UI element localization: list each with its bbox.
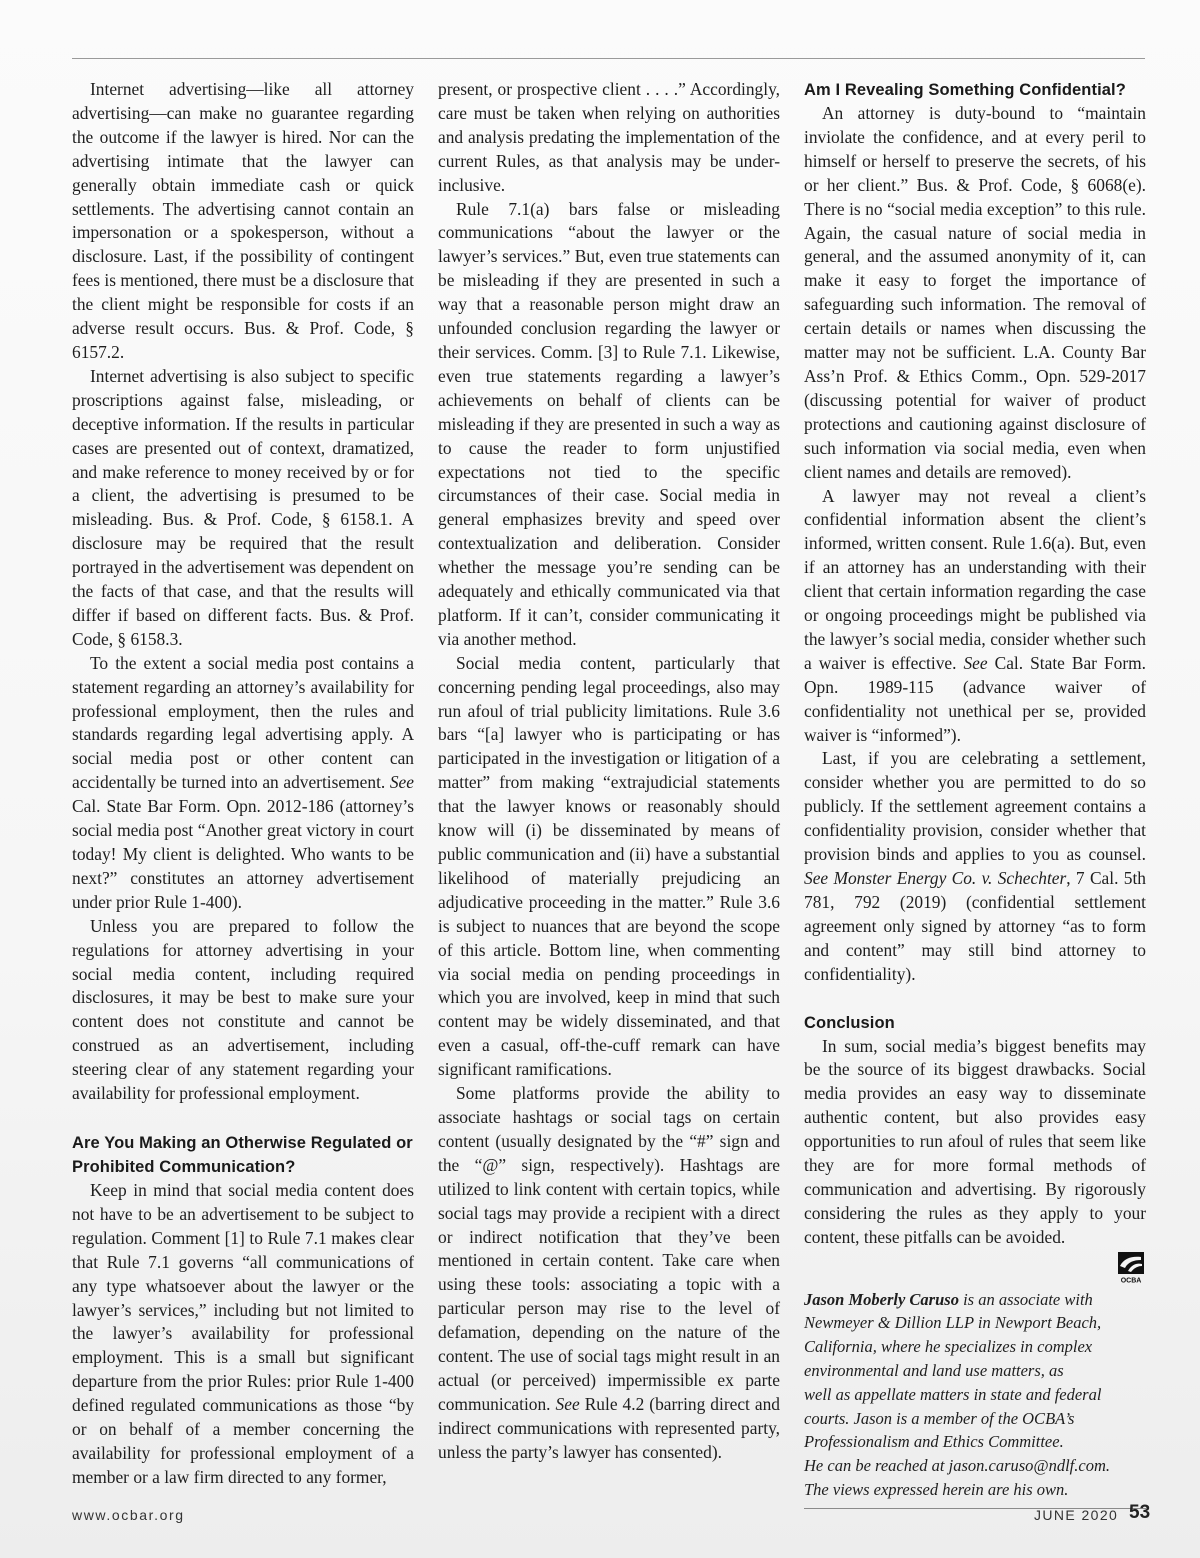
- case-citation: See Monster Energy Co. v. Schechter: [804, 868, 1067, 888]
- paragraph: Keep in mind that social media content does not have to be an advertisement to be subject to regulation. Comment [1] to Rule 7.1 makes clear that Rule 7.1 governs “all communications of any type whatsoever about the lawyer or the lawyer’s services,” including but not limited to the lawyer’s availability for professional employment. This is a small but significant departure from the prior Rules: prior Rule 1-400 defined regulated communications as those “by or on behalf of a member concerning the availability for professional employment of a member or a law firm directed to any former,: [72, 1179, 414, 1487]
- author-bio: Jason Moberly Caruso is an associate with Newmeyer & Dillion LLP in Newport Beach, California, where he specializes in complex environmental and land use matters, as well as appellate matters in state and federal courts. Jason is a member of the OCBA’s Professionalism and Ethics Committee. He can be reached at jason.caruso@ndlf.com. The views expressed herein are his own.: [804, 1288, 1146, 1502]
- citation-signal: See: [389, 772, 414, 793]
- citation-signal: See: [555, 1393, 580, 1414]
- ocba-logo-icon: [1114, 1252, 1146, 1284]
- paragraph: To the extent a social media post contains a statement regarding an attorney’s availability for professional employment, then the rules and standards regarding legal advertising apply. A social media post or other content can accidentally be turned into an advertisement. See Cal. State Bar Form. Opn. 2012-186 (attorney’s social media post “Another great victory in court today! My client is delighted. Who wants to be next?” constitutes an attorney advertisement under prior Rule 1-400).: [72, 652, 414, 912]
- paragraph: Last, if you are celebrating a settlement, consider whether you are permitted to do so publicly. If the settlement agreement contains a confidentiality provision, consider whether that provision binds and applies to you as counsel. See Monster Energy Co. v. Schechter, 7 Cal. 5th 781, 792 (2019) (confidential settlement agreement only signed by attorney “as to form and content” may still bind attorney to confidentiality).: [804, 748, 1146, 984]
- footer-date: JUNE 2020: [1034, 1507, 1119, 1523]
- page-number: 53: [1129, 1502, 1151, 1523]
- paragraph: Internet advertising is also subject to specific proscriptions against false, misleading, or deceptive information. If the results in particular cases are presented out of context, dramatized, and make reference to money received by or for a client, the advertising is presumed to be misleading. Bus. & Prof. Code, § 6158.1. A disclosure may be required that the result portrayed in the advertisement was dependent on the facts of that case, and that the results will differ if based on different facts. Bus. & Prof. Code, § 6158.3.: [72, 365, 414, 649]
- paragraph: Some platforms provide the ability to associate hashtags or social tags on certain content (usually designated by the “#” sign and the “@” sign, respectively). Hashtags are utilized to link content with certain topics, while social tags may provide a recipient with a direct or indirect notification that they’ve been mentioned in certain content. Take care when using these tools: associating a topic with a particular person may rise to the level of defamation, depending on the nature of the content. The use of social tags might result in an actual (or perceived) impermissible ex parte communication. See Rule 4.2 (barring direct and indirect communications with represented party, unless the party’s lawyer has consented).: [438, 1083, 780, 1462]
- paragraph: An attorney is duty-bound to “maintain inviolate the confidence, and at every peril to himself or herself to preserve the secrets, of his or her client.” Bus. & Prof. Code, § 6068(e). There is no “social media exception” to this rule. Again, the casual nature of social media in general, and the assumed anonymity of it, can make it easy to forget the importance of safeguarding such information. The removal of certain details or names when discussing the matter may not be sufficient. L.A. County Bar Ass’n Prof. & Ethics Comm., Opn. 529-2017 (discussing potential for waiver of product protections and cautioning against disclosure of such information via social media, even when client names and details are removed).: [804, 103, 1146, 482]
- paragraph: Unless you are prepared to follow the regulations for attorney advertising in your social media content, including required disclosures, it may be best to make sure your content does not constitute and cannot be construed as an advertisement, including steering clear of any statement regarding your availability for professional employment.: [72, 915, 414, 1104]
- column-2: [438, 78, 780, 1465]
- paragraph: Social media content, particularly that concerning pending legal proceedings, also may run afoul of trial publicity limitations. Rule 3.6 bars “[a] lawyer who is participating or has participated in the investigation or litigation of a matter” from making “extrajudicial statements that the lawyer knows or reasonably should know will (i) be disseminated by means of public communication and (ii) have a substantial likelihood of materially prejudicing an adjudicative proceeding in the matter.” Rule 3.6 is subject to nuances that are beyond the scope of this article. Bottom line, when commenting via social media on pending proceedings in which you are involved, keep in mind that such content may be widely disseminated, and that even a casual, off-the-cuff remark can have significant ramifications.: [438, 652, 780, 1080]
- author-name: Jason Moberly Caruso: [804, 1289, 959, 1309]
- conclusion-heading: Conclusion: [804, 1013, 895, 1032]
- paragraph: A lawyer may not reveal a client’s confidential information absent the client’s informed, written consent. Rule 1.6(a). But, even if an attorney has an understanding with their client that certain information regarding the case or ongoing proceedings might be published via the lawyer’s social media, consider whether such a waiver is effective. See Cal. State Bar Form. Opn. 1989-115 (advance waiver of confidentiality not unethical per se, provided waiver is “informed”).: [804, 485, 1146, 745]
- svg-text:OCBA: OCBA: [1120, 1277, 1142, 1284]
- section-heading: Are You Making an Otherwise Regulated or Prohibited Communication?: [72, 1133, 413, 1176]
- column-1: [72, 78, 414, 1490]
- paragraph: Rule 7.1(a) bars false or misleading communications “about the lawyer or the lawyer’s services.” But, even true statements can be misleading if they are presented in such a way that a reasonable person might draw an unfounded conclusion regarding the lawyer or their services. Comm. [3] to Rule 7.1. Likewise, even true statements regarding a lawyer’s achievements on behalf of clients can be misleading if they are presented in such a way as to cause the reader to form unjustified expectations not tied to the specific circumstances of their case. Social media in general emphasizes brevity and speed over contextualization and deliberation. Consider whether the message you’re sending can be adequately and ethically communicated via that platform. If it can’t, consider communicating it via another method.: [438, 198, 780, 649]
- paragraph: present, or prospective client . . . .” Accordingly, care must be taken when relying on authorities and analysis predating the implementation of the current Rules, as that analysis may be under-inclusive.: [438, 79, 780, 195]
- citation-signal: See: [963, 652, 988, 673]
- column-3: [804, 78, 1146, 1509]
- top-rule: [72, 58, 1145, 59]
- paragraph: In sum, social media’s biggest benefits may be the source of its biggest drawbacks. Social media provides an easy way to disseminate authentic content, but also provides easy opportunities to run afoul of rules that seem like they are for more formal methods of communication and advertising. By rigorously considering the rules as they apply to your content, these pitfalls can be avoided.: [804, 1035, 1146, 1247]
- author-email-line: He can be reached at jason.caruso@ndlf.com.: [804, 1456, 1111, 1476]
- paragraph: Internet advertising—like all attorney advertising—can make no guarantee regarding the outcome if the lawyer is hired. Nor can the advertising intimate that the lawyer can generally obtain immediate cash or quick settlements. The advertising cannot contain an impersonation or a spokesperson, without a disclosure. Last, if the possibility of contingent fees is mentioned, there must be a disclosure that the client might be responsible for costs if an adverse result occurs. Bus. & Prof. Code, § 6157.2.: [72, 79, 414, 362]
- footer-website: www.ocbar.org: [72, 1507, 185, 1523]
- section-heading: Am I Revealing Something Confidential?: [804, 81, 1126, 99]
